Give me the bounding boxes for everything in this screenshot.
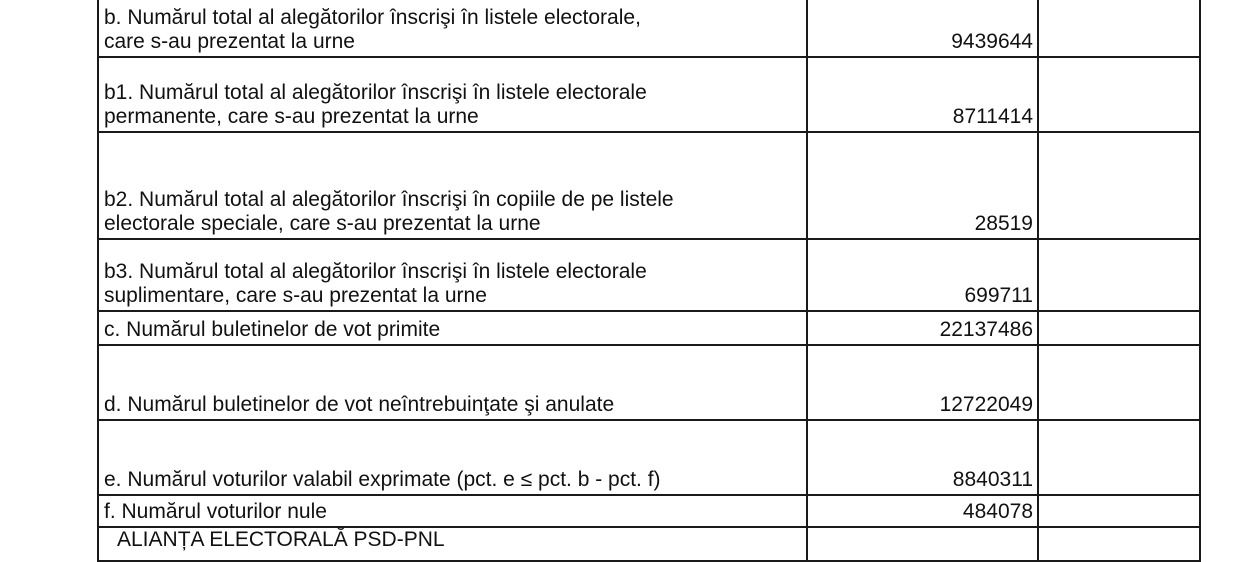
row-blank-cell (1038, 0, 1200, 57)
row-label: f. Numărul voturilor nule (98, 495, 807, 527)
table-row-e (98, 420, 1200, 495)
row-label: e. Numărul voturilor valabil exprimate (pct. e ≤ pct. b - pct. f) (98, 420, 807, 495)
row-label: b1. Numărul total al alegătorilor înscrişi în listele electorale permanente, care s-au prezentat la urne (98, 57, 807, 132)
table-row-b3 (98, 239, 1200, 311)
table-row-f (98, 495, 1200, 527)
row-blank-cell (1038, 495, 1200, 527)
table-row-b2 (98, 132, 1200, 239)
table-row-d (98, 345, 1200, 420)
row-blank-cell (1038, 239, 1200, 311)
row-label: d. Numărul buletinelor de vot neîntrebuinţate şi anulate (98, 345, 807, 420)
row-value: 484078 (807, 495, 1038, 527)
table-row-b (98, 0, 1200, 57)
table-row-c (98, 311, 1200, 345)
row-value: 28519 (807, 132, 1038, 239)
table-row-party (98, 527, 1200, 561)
row-label: ALIANȚA ELECTORALĂ PSD-PNL (98, 527, 807, 561)
table-row-b1 (98, 57, 1200, 132)
row-label: b3. Numărul total al alegătorilor înscrişi în listele electorale suplimentare, care s-au prezentat la urne (98, 239, 807, 311)
row-value (807, 527, 1038, 561)
row-blank-cell (1038, 132, 1200, 239)
row-blank-cell (1038, 345, 1200, 420)
row-blank-cell (1038, 420, 1200, 495)
row-blank-cell (1038, 311, 1200, 345)
row-value: 8711414 (807, 57, 1038, 132)
row-blank-cell (1038, 57, 1200, 132)
row-label: b2. Numărul total al alegătorilor înscrişi în copiile de pe listele electorale speciale, care s-au prezentat la urne (98, 132, 807, 239)
row-value: 12722049 (807, 345, 1038, 420)
row-value: 699711 (807, 239, 1038, 311)
row-value: 8840311 (807, 420, 1038, 495)
row-blank-cell (1038, 527, 1200, 561)
row-label: c. Numărul buletinelor de vot primite (98, 311, 807, 345)
row-value: 9439644 (807, 0, 1038, 57)
row-value: 22137486 (807, 311, 1038, 345)
results-table (97, 0, 1201, 562)
row-label: b. Numărul total al alegătorilor înscrişi în listele electorale, care s-au prezentat la urne (98, 0, 807, 57)
